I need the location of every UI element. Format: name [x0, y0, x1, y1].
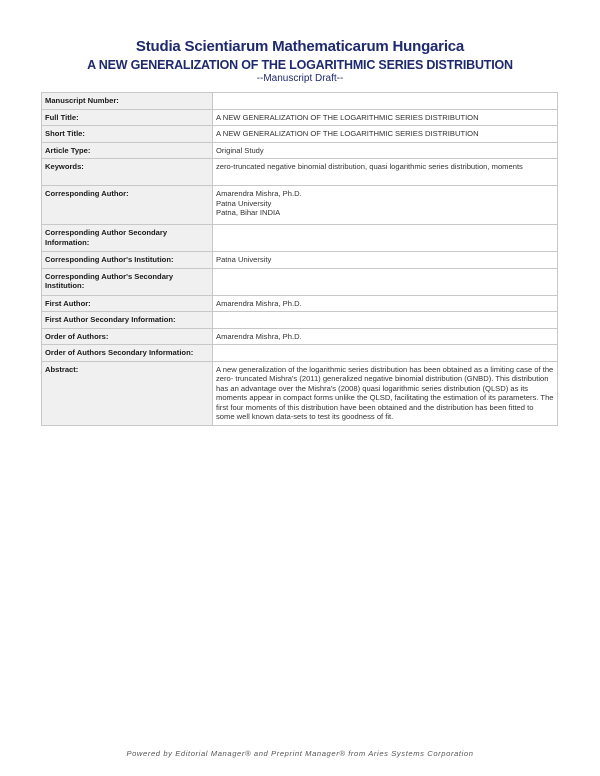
label-full-title: Full Title:: [42, 109, 213, 126]
label-corresponding-institution: Corresponding Author's Institution:: [42, 252, 213, 269]
label-keywords: Keywords:: [42, 159, 213, 186]
row-first-author-secondary: [42, 312, 558, 329]
value-article-type: Original Study: [213, 142, 558, 159]
label-order-of-authors: Order of Authors:: [42, 328, 213, 345]
manuscript-metadata-table: [41, 92, 558, 426]
row-corresponding-author-secondary: [42, 225, 558, 252]
draft-label: --Manuscript Draft--: [256, 73, 344, 84]
row-short-title: [42, 126, 558, 143]
footer-credit: Powered by Editorial Manager® and Preprint Manager® from Aries Systems Corporation: [126, 749, 474, 758]
row-order-of-authors: [42, 328, 558, 345]
row-order-of-authors-secondary: [42, 345, 558, 362]
label-short-title: Short Title:: [42, 126, 213, 143]
row-manuscript-number: [42, 93, 558, 110]
author-location: Patna, Bihar INDIA: [216, 208, 281, 217]
label-manuscript-number: Manuscript Number:: [42, 93, 213, 110]
value-first-author: Amarendra Mishra, Ph.D.: [213, 295, 558, 312]
label-corresponding-author: Corresponding Author:: [42, 186, 213, 225]
row-first-author: [42, 295, 558, 312]
value-short-title: A NEW GENERALIZATION OF THE LOGARITHMIC SERIES DISTRIBUTION: [213, 126, 558, 143]
author-institution: Patna University: [216, 198, 272, 208]
row-article-type: [42, 142, 558, 159]
value-corresponding-author-secondary: [213, 225, 558, 252]
label-first-author: First Author:: [42, 295, 213, 312]
row-corresponding-secondary-institution: [42, 268, 558, 295]
label-corresponding-author-secondary: Corresponding Author Secondary Information:: [42, 225, 213, 252]
value-manuscript-number: [213, 93, 558, 110]
value-abstract: A new generalization of the logarithmic series distribution has been obtained as a limiting case of the zero- truncated Mishra's (2011) generalized negative binomial distribution (GNBD). This distribution has an advantage over the Mishra's (2008) quasi logarithmic series distribution (QLSD) as its moments appear in compact forms unlike the QLSD, facilitating the estimation of its parameters. The first four moments of this distribution have been obtained and the distribution has been fitted to some well known data-sets to test its goodness of fit.: [213, 361, 558, 425]
row-corresponding-institution: [42, 252, 558, 269]
label-first-author-secondary: First Author Secondary Information:: [42, 312, 213, 329]
row-keywords: [42, 159, 558, 186]
value-full-title: A NEW GENERALIZATION OF THE LOGARITHMIC SERIES DISTRIBUTION: [213, 109, 558, 126]
value-order-of-authors-secondary: [213, 345, 558, 362]
row-full-title: [42, 109, 558, 126]
label-order-of-authors-secondary: Order of Authors Secondary Information:: [42, 345, 213, 362]
value-order-of-authors: Amarendra Mishra, Ph.D.: [213, 328, 558, 345]
author-name: Amarendra Mishra, Ph.D.: [216, 189, 302, 198]
label-abstract: Abstract:: [42, 361, 213, 425]
value-keywords: zero-truncated negative binomial distribution, quasi logarithmic series distribution, moments: [213, 159, 558, 186]
value-corresponding-institution: Patna University: [213, 252, 558, 269]
row-abstract: [42, 361, 558, 425]
value-corresponding-secondary-institution: [213, 268, 558, 295]
manuscript-title: A NEW GENERALIZATION OF THE LOGARITHMIC SERIES DISTRIBUTION: [87, 58, 513, 72]
value-corresponding-author: [213, 186, 558, 225]
label-corresponding-secondary-institution: Corresponding Author's Secondary Institution:: [42, 268, 213, 295]
value-first-author-secondary: [213, 312, 558, 329]
label-article-type: Article Type:: [42, 142, 213, 159]
row-corresponding-author: [42, 186, 558, 225]
journal-title: Studia Scientiarum Mathematicarum Hungarica: [135, 38, 465, 55]
